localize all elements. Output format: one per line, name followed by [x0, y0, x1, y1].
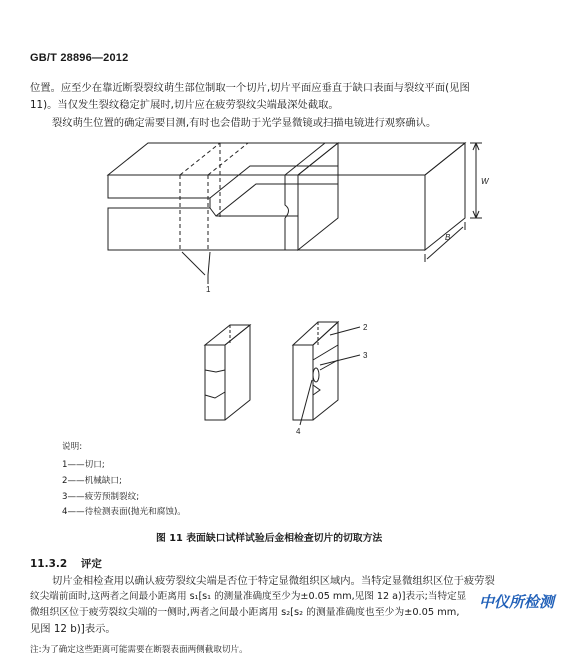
body-line-3: 微组织区位于疲劳裂纹尖端的一侧时,两者之间最小距离用 s₂[s₂ 的测量准确度也至少为±0.05 mm, — [30, 607, 460, 618]
legend-item-3: 3——疲劳预制裂纹; — [62, 492, 140, 502]
intro-line-2: 11)。当仅发生裂纹稳定扩展时,切片应在疲劳裂纹尖端最深处截取。 — [30, 99, 339, 111]
label-1-leader-a — [182, 252, 205, 275]
legend-title: 说明: — [62, 442, 83, 452]
legend-item-2: 2——机械缺口; — [62, 476, 122, 486]
body-line-1: 切片金相检查用以确认疲劳裂纹尖端是否位于特定显微组织区域内。当特定显微组织区位于疲劳裂 — [52, 575, 495, 587]
body-line-4: 见图 12 b)]表示。 — [30, 623, 116, 635]
body-line-2: 纹尖端前面时,这两者之间最小距离用 s₁[s₁ 的测量准确度至少为±0.05 mm,见图 12 a)]表示;当特定显 — [30, 591, 467, 602]
figure-label-4: 4 — [296, 427, 301, 436]
label-1-leader-b — [208, 252, 210, 275]
intro-line-1: 位置。应至少在靠近断裂裂纹萌生部位制取一个切片,切片平面应垂直于缺口表面与裂纹平面(见图 — [30, 82, 470, 94]
dimension-b-label: B — [445, 233, 451, 242]
left-specimen-block — [108, 143, 338, 250]
legend-item-4: 4——待检测表面(抛光和腐蚀)。 — [62, 507, 186, 517]
right-specimen-block — [285, 143, 482, 262]
section-heading — [30, 556, 102, 571]
intro-line-3: 裂纹萌生位置的确定需要目测,有时也会借助于光学显微镜或扫描电镜进行观察确认。 — [52, 117, 437, 129]
standard-code: GB/T 28896—2012 — [30, 52, 129, 64]
section-title: 评定 — [80, 558, 102, 570]
figure-label-1: 1 — [206, 285, 211, 294]
watermark-logo: 中仪所检测 — [478, 593, 554, 611]
legend-item-1: 1——切口; — [62, 460, 105, 470]
figure-caption: 图 11 表面缺口试样试验后金相检查切片的切取方法 — [156, 533, 383, 544]
figure-label-3: 3 — [363, 351, 368, 360]
cut-slice-drawing — [205, 322, 360, 425]
note-text: 注:为了确定这些距离可能需要在断裂表面两侧截取切片。 — [30, 645, 248, 655]
figure-label-2: 2 — [363, 323, 368, 332]
dimension-w-label: W — [481, 177, 489, 186]
section-number: 11.3.2 — [30, 558, 68, 570]
